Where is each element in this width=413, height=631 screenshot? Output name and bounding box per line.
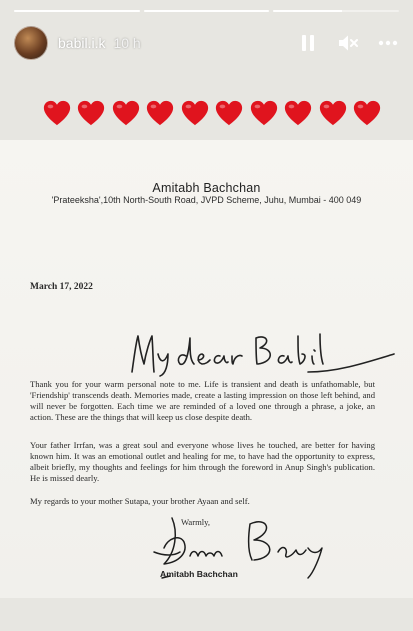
progress-segment: [144, 10, 270, 12]
letter-paragraph: My regards to your mother Sutapa, your brother Ayaan and self.: [30, 496, 250, 506]
red-heart-icon: [318, 98, 348, 128]
sender-address: 'Prateeksha',10th North-South Road, JVPD Scheme, Juhu, Mumbai - 400 049: [51, 195, 362, 205]
red-heart-icon: [42, 98, 72, 128]
handwritten-greeting: [128, 328, 398, 378]
username[interactable]: babil.i.k: [58, 35, 106, 51]
letter-closing: Warmly,: [181, 517, 211, 527]
letter-date: March 17, 2022: [30, 282, 93, 292]
red-heart-icon: [145, 98, 175, 128]
avatar[interactable]: [14, 26, 48, 60]
red-heart-icon: [214, 98, 244, 128]
letter-paragraph: Your father Irrfan, was a great soul and everyone whose lives he touched, are better for having known him. It was an emotional outlet and healing for me, to have had the opportunity to express, albeit briefly, my thoughts and feelings for him through the foreword in Anup Singh's publication. He is missed dearly.: [30, 440, 375, 484]
mute-icon[interactable]: [337, 32, 359, 54]
post-time: 10 h: [113, 35, 141, 51]
progress-segment: [273, 10, 399, 12]
red-heart-icon: [180, 98, 210, 128]
story-controls: [297, 32, 399, 54]
pause-icon[interactable]: [297, 32, 319, 54]
progress-segment: [14, 10, 140, 12]
signer-name: Amitabh Bachchan: [160, 569, 238, 579]
red-heart-icon: [111, 98, 141, 128]
red-heart-icon: [352, 98, 382, 128]
letter-paragraph: Thank you for your warm personal note to me. Life is transient and death is unfathomable, but 'Friendship' transcends death. Memories made, create a lasting impression on those left behind, and will never be forgotten. Each time we are reminded of a loved one through a phrase, a joke, an action. These are the things that will keep us close despite death.: [30, 379, 375, 423]
red-heart-icon: [76, 98, 106, 128]
story-header: [14, 24, 399, 62]
red-heart-icon: [249, 98, 279, 128]
sender-name: Amitabh Bachchan: [152, 181, 261, 195]
story-progress-bar: [14, 10, 399, 12]
red-heart-icon: [283, 98, 313, 128]
more-icon[interactable]: [377, 32, 399, 54]
story-bottom: [0, 598, 413, 631]
hearts-row: [42, 98, 382, 128]
